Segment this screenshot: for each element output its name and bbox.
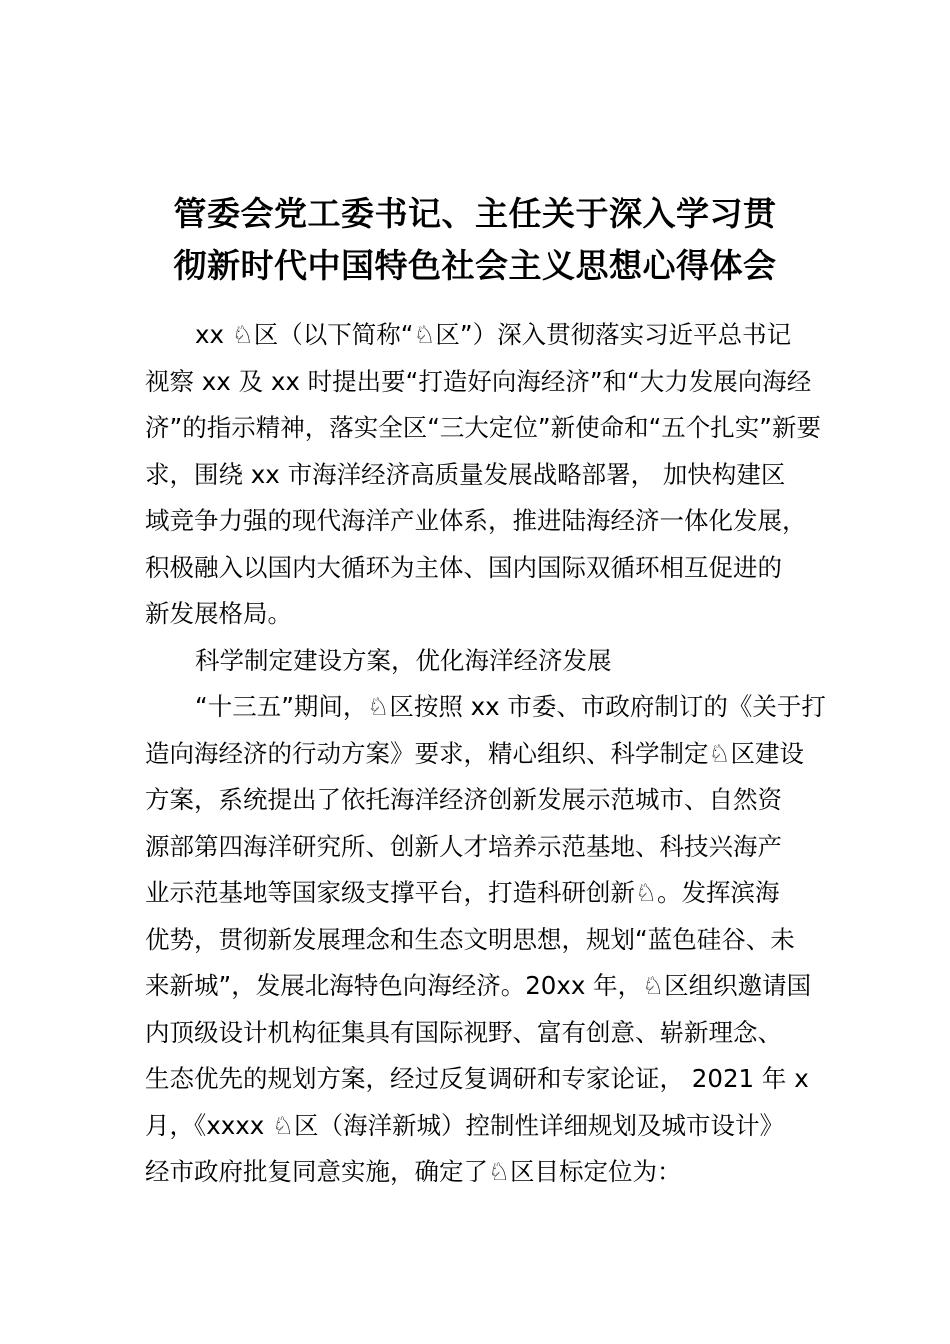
paragraph-body xyxy=(145,684,825,1196)
document-body xyxy=(145,312,825,1196)
paragraph-line: 域竞争力强的现代海洋产业体系，推进陆海经济一体化发展， xyxy=(145,506,807,535)
paragraph-line: 内顶级设计机构征集具有国际视野、富有创意、崭新理念、 xyxy=(145,1017,782,1047)
title-line-1: 管委会党工委书记、主任关于深入学习贯 xyxy=(173,194,777,233)
paragraph-line: 生态优先的规划方案，经过反复调研和专家论证， 2021 年 x xyxy=(145,1064,809,1093)
paragraph-line: 月，《xxxx ♘区（海洋新城）控制性详细规划及城市设计》 xyxy=(145,1110,784,1140)
paragraph-line: 积极融入以国内大循环为主体、国内国际双循环相互促进的 xyxy=(145,552,782,582)
paragraph-line: 济”的指示精神，落实全区“三大定位”新使命和“五个扎实”新要 xyxy=(145,413,821,442)
title-line-2: 彻新时代中国特色社会主义思想心得体会 xyxy=(173,246,777,285)
paragraph-line: “十三五”期间，♘区按照 xx 市委、市政府制订的《关于打 xyxy=(195,692,826,721)
paragraph-line: 优势，贯彻新发展理念和生态文明思想，规划“蓝色硅谷、未 xyxy=(145,924,795,954)
paragraph-line: xx ♘区（以下简称“♘区”）深入贯彻落实习近平总书记 xyxy=(195,320,792,349)
paragraph-line: 来新城”，发展北海特色向海经济。20xx 年，♘区组织邀请国 xyxy=(145,971,812,1000)
paragraph-line: 业示范基地等国家级支撑平台，打造科研创新♘。发挥滨海 xyxy=(145,878,780,907)
paragraph-line: 方案，系统提出了依托海洋经济创新发展示范城市、自然资 xyxy=(145,785,782,814)
paragraph-line: 源部第四海洋研究所、创新人才培养示范基地、科技兴海产 xyxy=(145,831,782,861)
paragraph-line: 视察 xx 及 xx 时提出要“打造好向海经济”和“大力发展向海经 xyxy=(145,366,812,396)
paragraph-intro xyxy=(145,312,825,638)
paragraph-line: 造向海经济的行动方案》要求，精心组织、科学制定♘区建设 xyxy=(145,738,804,768)
document-title xyxy=(140,188,810,292)
paragraph-line: 经市政府批复同意实施，确定了♘区目标定位为： xyxy=(145,1157,682,1186)
paragraph-line: 求，围绕 xx 市海洋经济高质量发展战略部署， 加快构建区 xyxy=(145,459,786,489)
paragraph-line: 新发展格局。 xyxy=(145,599,292,628)
section-heading xyxy=(145,638,825,685)
section-heading-text: 科学制定建设方案，优化海洋经济发展 xyxy=(195,645,612,675)
